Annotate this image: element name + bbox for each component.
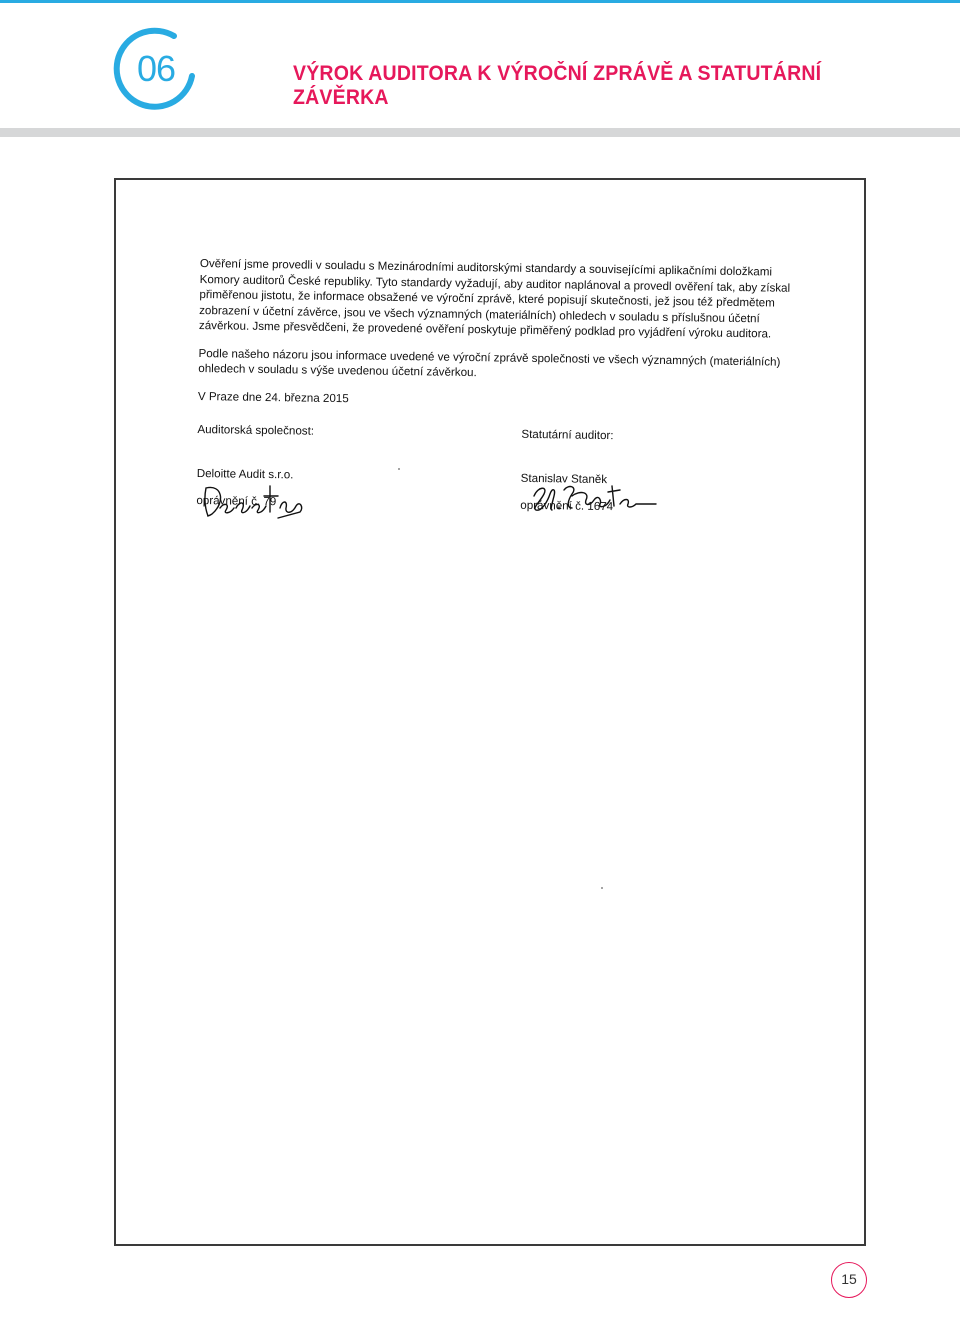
statutory-auditor-heading: Statutární auditor: [521,427,614,443]
auditor-company-name: Deloitte Audit s.r.o. [196,466,294,481]
auditor-company-heading: Auditorská společnost: [197,422,315,438]
scan-speck [398,468,400,470]
top-accent-line [0,0,960,3]
statutory-auditor-license: oprávnění č. 1674 [520,498,614,514]
verification-paragraph: Ověření jsme provedli v souladu s Mezinárodními auditorskými standardy a souvisejícími aplikačními doložkami Komory auditorů České republiky. Tyto standardy vyžadují, aby auditor naplánoval a provedl ověření tak, aby získal přiměřenou jistotu, že informace obsažené ve výroční zprávě, které popisují skutečnosti, jež jsou též předmětem zobrazení v účetní závěrce, jsou ve všech významných (materiálních) ohledech v souladu s příslušnou účetní závěrkou. Jsme přesvědčeni, že provedené ověření poskytuje přiměřený podklad pro vyjádření výroku auditora. [198,256,791,341]
page-number: 15 [841,1271,857,1287]
place-date: V Praze dne 24. března 2015 [197,389,349,405]
auditor-company-license: oprávnění č. 79 [196,493,277,509]
header-divider [0,128,960,137]
statutory-auditor-name: Stanislav Staněk [520,471,608,486]
chapter-number: 06 [136,48,176,89]
opinion-paragraph: Podle našeho názoru jsou informace uvedené ve výroční zprávě společnosti ve všech významných (materiálních) ohledech v souladu s výše uvedenou účetní závěrkou. [198,346,781,380]
scanned-document-text [196,256,800,514]
stanek-signature [528,480,660,516]
page-title: VÝROK AUDITORA K VÝROČNÍ ZPRÁVĚ A STATUTÁRNÍ ZÁVĚRKA [293,62,822,109]
deloitte-signature [200,478,310,522]
scan-speck [601,887,603,889]
